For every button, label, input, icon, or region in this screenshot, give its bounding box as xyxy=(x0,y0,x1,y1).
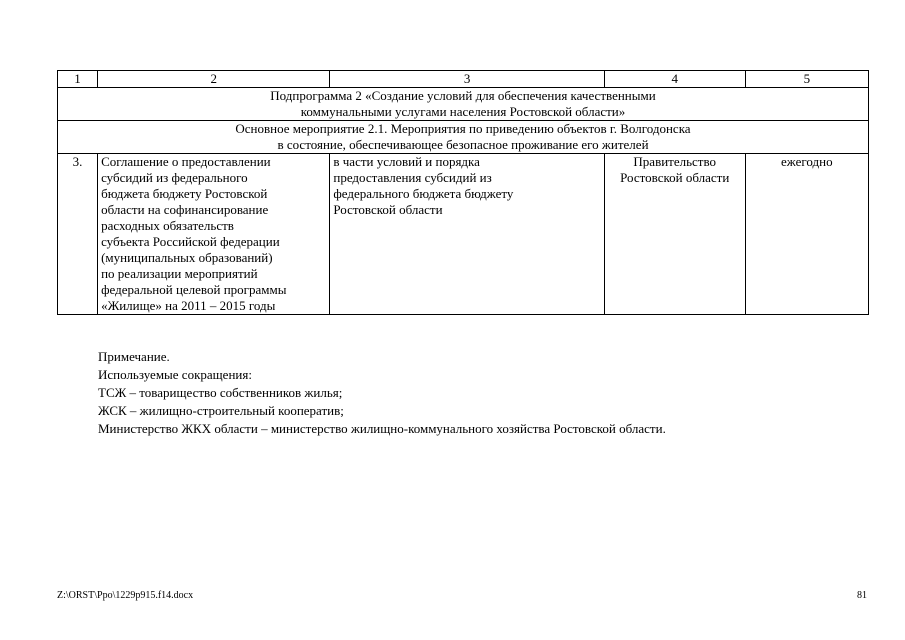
row-number: 3. xyxy=(58,154,98,315)
responsible-line: Правительство xyxy=(633,154,717,169)
agreement-line: субъекта Российской федерации xyxy=(101,234,280,249)
agreement-line: по реализации мероприятий xyxy=(101,266,258,281)
agreement-line: федеральной целевой программы xyxy=(101,282,287,297)
table-row xyxy=(58,154,869,315)
row-period-cell: ежегодно xyxy=(745,154,868,315)
row-responsible-cell xyxy=(604,154,745,315)
agreement-line: Соглашение о предоставлении xyxy=(101,154,271,169)
scope-line: федерального бюджета бюджету xyxy=(333,186,514,201)
agreement-line: расходных обязательств xyxy=(101,218,234,233)
row-agreement-cell xyxy=(98,154,330,315)
header-col-2: 2 xyxy=(98,71,330,88)
main-activity-title xyxy=(58,121,869,154)
scope-line: Ростовской области xyxy=(333,202,443,217)
notes-item: Министерство ЖКХ области – министерство жилищно-коммунального хозяйства Ростовской области. xyxy=(98,421,666,436)
agreement-line: «Жилище» на 2011 – 2015 годы xyxy=(101,298,276,313)
header-col-3: 3 xyxy=(330,71,604,88)
agreement-line: субсидий из федерального xyxy=(101,170,248,185)
main-activity-row xyxy=(58,121,869,154)
main-activity-line-1: Основное мероприятие 2.1. Мероприятия по приведению объектов г. Волгодонска xyxy=(235,121,691,136)
subprogram-line-1: Подпрограмма 2 «Создание условий для обеспечения качественными xyxy=(270,88,656,103)
notes-intro: Используемые сокращения: xyxy=(98,367,252,382)
notes-item: ТСЖ – товарищество собственников жилья; xyxy=(98,385,343,400)
notes-item: ЖСК – жилищно-строительный кооператив; xyxy=(98,403,344,418)
notes-block xyxy=(98,348,666,438)
scope-line: предоставления субсидий из xyxy=(333,170,492,185)
subprogram-row xyxy=(58,88,869,121)
agreement-line: (муниципальных образований) xyxy=(101,250,273,265)
header-col-4: 4 xyxy=(604,71,745,88)
header-col-5: 5 xyxy=(745,71,868,88)
responsible-line: Ростовской области xyxy=(620,170,730,185)
row-scope-cell xyxy=(330,154,604,315)
footer-page-number: 81 xyxy=(857,590,867,601)
subprogram-line-2: коммунальными услугами населения Ростовской области» xyxy=(300,104,626,119)
main-activity-line-2: в состояние, обеспечивающее безопасное проживание его жителей xyxy=(277,137,649,152)
agreement-line: бюджета бюджету Ростовской xyxy=(101,186,268,201)
notes-title: Примечание. xyxy=(98,349,170,364)
activities-table xyxy=(57,70,869,315)
scope-line: в части условий и порядка xyxy=(333,154,480,169)
subprogram-title xyxy=(58,88,869,121)
footer-file-path: Z:\ORST\Ppo\1229p915.f14.docx xyxy=(57,590,194,601)
table-header-row xyxy=(58,71,869,88)
agreement-line: области на софинансирование xyxy=(101,202,269,217)
header-col-1: 1 xyxy=(58,71,98,88)
